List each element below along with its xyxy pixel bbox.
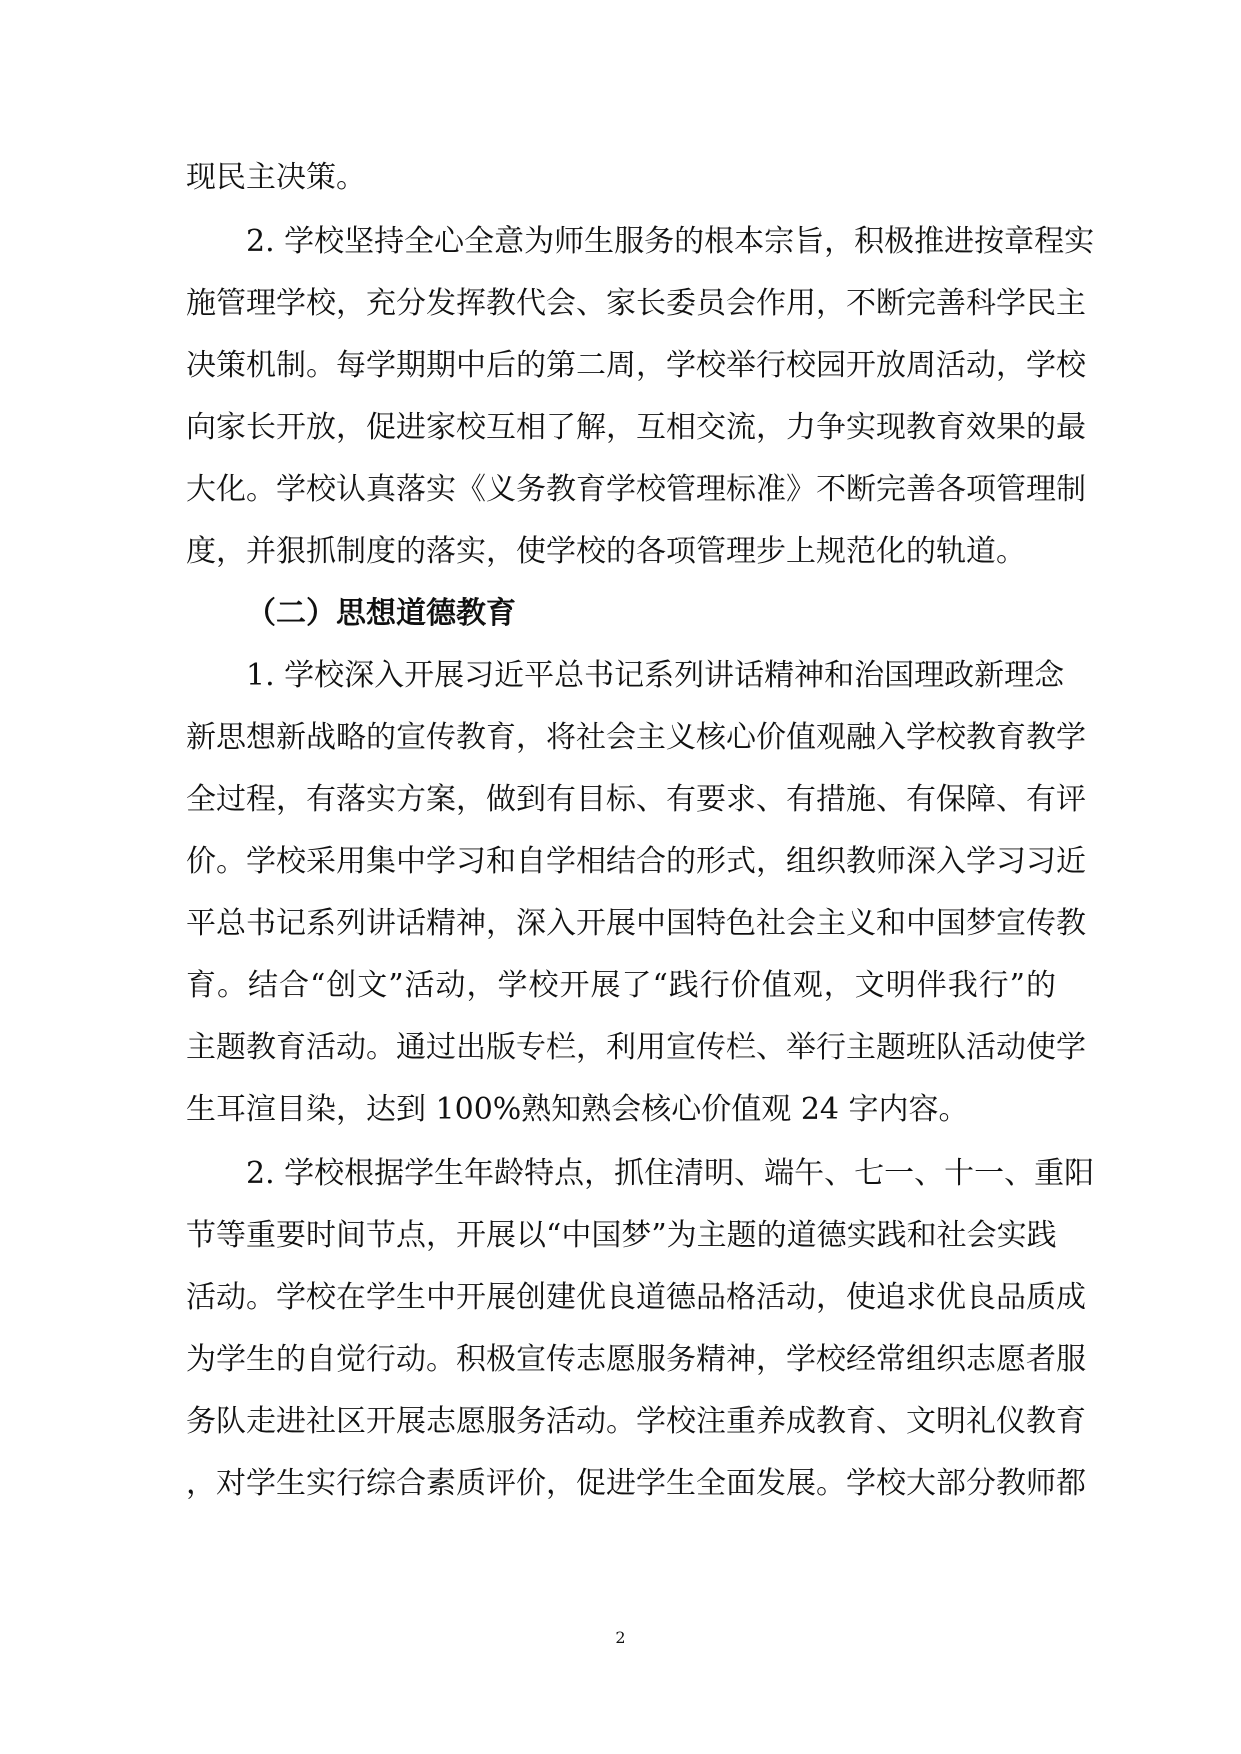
paragraph-first-line: 1. 学校深入开展习近平总书记系列讲话精神和治国理政新理念 xyxy=(246,658,1065,693)
text-line: ，对学生实行综合素质评价，促进学生全面发展。学校大部分教师都 xyxy=(186,1466,1086,1501)
page-number: 2 xyxy=(615,1628,626,1647)
text-line: 活动。学校在学生中开展创建优良道德品格活动，使追求优良品质成 xyxy=(186,1280,1086,1315)
text-line: 向家长开放，促进家校互相了解，互相交流，力争实现教育效果的最 xyxy=(186,410,1086,445)
text-line: 新思想新战略的宣传教育，将社会主义核心价值观融入学校教育教学 xyxy=(186,720,1086,755)
text-line: 务队走进社区开展志愿服务活动。学校注重养成教育、文明礼仪教育 xyxy=(186,1404,1086,1439)
text-line: 生耳渲目染，达到 100%熟知熟会核心价值观 24 字内容。 xyxy=(186,1092,969,1127)
text-line: 节等重要时间节点，开展以“中国梦”为主题的道德实践和社会实践 xyxy=(186,1218,1057,1253)
text-line: 为学生的自觉行动。积极宣传志愿服务精神，学校经常组织志愿者服 xyxy=(186,1342,1086,1377)
text-line: 决策机制。每学期期中后的第二周，学校举行校园开放周活动，学校 xyxy=(186,348,1086,383)
text-line: 价。学校采用集中学习和自学相结合的形式，组织教师深入学习习近 xyxy=(186,844,1086,879)
text-line: 主题教育活动。通过出版专栏，利用宣传栏、举行主题班队活动使学 xyxy=(186,1030,1086,1065)
paragraph-first-line: 2. 学校坚持全心全意为师生服务的根本宗旨，积极推进按章程实 xyxy=(246,224,1095,259)
text-line: 全过程，有落实方案，做到有目标、有要求、有措施、有保障、有评 xyxy=(186,782,1086,817)
text-line: 施管理学校，充分发挥教代会、家长委员会作用，不断完善科学民主 xyxy=(186,286,1086,321)
text-line: 平总书记系列讲话精神，深入开展中国特色社会主义和中国梦宣传教 xyxy=(186,906,1086,941)
text-line: 大化。学校认真落实《义务教育学校管理标准》不断完善各项管理制 xyxy=(186,472,1086,507)
paragraph-first-line: 2. 学校根据学生年龄特点，抓住清明、端午、七一、十一、重阳 xyxy=(246,1156,1095,1191)
section-heading: （二）思想道德教育 xyxy=(246,596,516,631)
text-line: 育。结合“创文”活动，学校开展了“践行价值观，文明伴我行”的 xyxy=(186,968,1056,1003)
text-line: 度，并狠抓制度的落实，使学校的各项管理步上规范化的轨道。 xyxy=(186,534,1026,569)
text-line: 现民主决策。 xyxy=(186,160,366,195)
